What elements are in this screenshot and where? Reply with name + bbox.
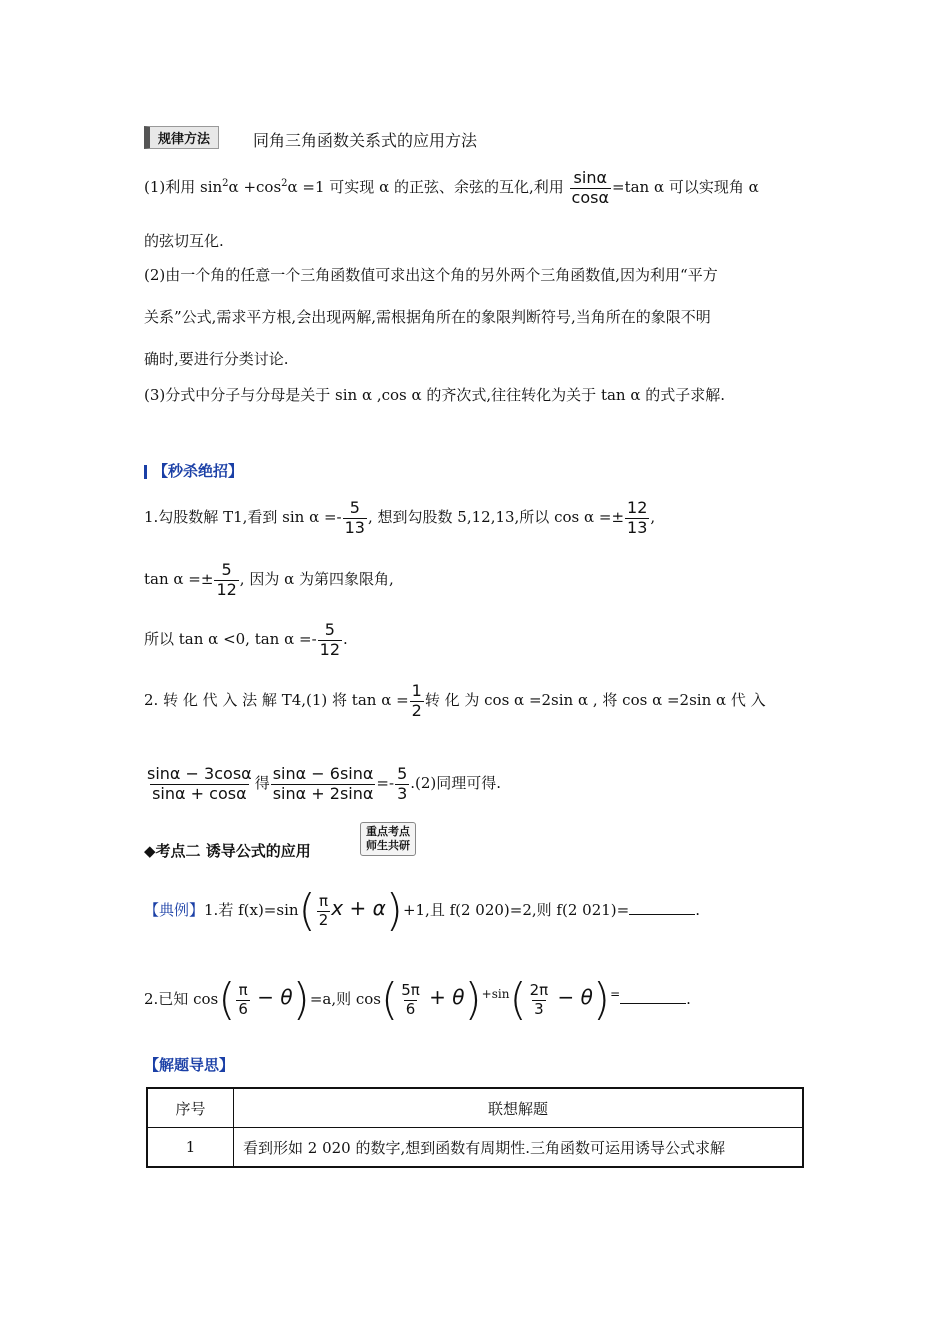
method-p3: (3)分式中分子与分母是关于 sin α ,cos α 的齐次式,往往转化为关于 tan α 的式子求解.: [144, 386, 726, 404]
table-cell: 1: [147, 1128, 234, 1168]
method-p2-line2: 关系”公式,需求平方根,会出现两解,需根据角所在的象限判断符号,当角所在的象限不明: [144, 308, 711, 326]
method-title: 同角三角函数关系式的应用方法: [253, 131, 478, 150]
tips-line3: 所以 tan α <0, tan α =- $\frac{5}{12}$ .: [144, 620, 348, 659]
example-q1: 【典例】1.若 f(x)=sin( $\frac{\pi}{2}$ x + α)+1,且 f(2 020)=2,则 f(2 021)= .: [144, 885, 700, 936]
key-point-badge: 重点考点 师生共研: [360, 822, 416, 856]
guide-table: [146, 1087, 804, 1168]
example-label: 【典例】: [144, 901, 205, 919]
sin-over-cos-fraction: $\frac{\sin\alpha}{\cos\alpha}$: [571, 168, 609, 207]
tips-marker: [144, 465, 147, 479]
answer-blank-1[interactable]: [629, 900, 695, 915]
guide-title: 【解题导思】: [144, 1056, 235, 1074]
method-badge: 规律方法: [144, 126, 219, 149]
tips-line2: tan α =± $\frac{5}{12}$ , 因为 α 为第四象限角,: [144, 560, 394, 599]
method-p1: (1)利用 $\sin^2\alpha +\cos^2\alpha =1$ 可实现 α 的正弦、余弦的互化,利用 $\frac{\sin\alpha}{\cos\alpha}$ =tan α 可以实现角 α: [144, 168, 759, 207]
kaodian-title: ◆考点二 诱导公式的应用: [144, 842, 311, 860]
method-p2-line3: 确时,要进行分类讨论.: [144, 350, 289, 368]
table-cell: 看到形如 2 020 的数字,想到函数有周期性.三角函数可运用诱导公式求解: [234, 1128, 804, 1168]
header-cell: 联想解题: [234, 1088, 804, 1128]
tips-line4: 2. 转 化 代 入 法 解 T4,(1) 将 tan α = $\frac{1}{2}$ 转 化 为 cos α =2sin α , 将 cos α =2sin α 代 入: [144, 681, 766, 720]
method-p2-line1: (2)由一个角的任意一个三角函数值可求出这个角的另外两个三角函数值,因为利用“平方: [144, 266, 718, 284]
example-q2: 2.已知 cos( $\frac{\pi}{6}$ − θ)=a,则 cos( $\frac{5\pi}{6}$ + θ)$^{+sin}$( $\frac{2\pi}{3}$ − θ)= .: [144, 974, 691, 1025]
header-cell: 序号: [147, 1088, 234, 1128]
tips-line1: 1.勾股数解 T1,看到 sin α =- $\frac{5}{13}$ , 想到勾股数 5,12,13,所以 cos α =± $\frac{12}{13}$ ,: [144, 498, 656, 537]
tips-line5: $\frac{\sin\alpha - 3\cos\alpha}{\sin\alpha + \cos\alpha}$ 得 $\frac{\sin\alpha - 6\sin\alpha}{\sin\alpha + 2\sin\alpha}$ =- $\frac{5}{3}$ .(2)同理可得.: [147, 764, 502, 803]
tips-title: 【秒杀绝招】: [144, 460, 243, 481]
answer-blank-2[interactable]: [620, 989, 686, 1004]
table-row: [147, 1128, 803, 1168]
table-header-row: [147, 1088, 803, 1128]
method-p1-line2: 的弦切互化.: [144, 232, 224, 250]
